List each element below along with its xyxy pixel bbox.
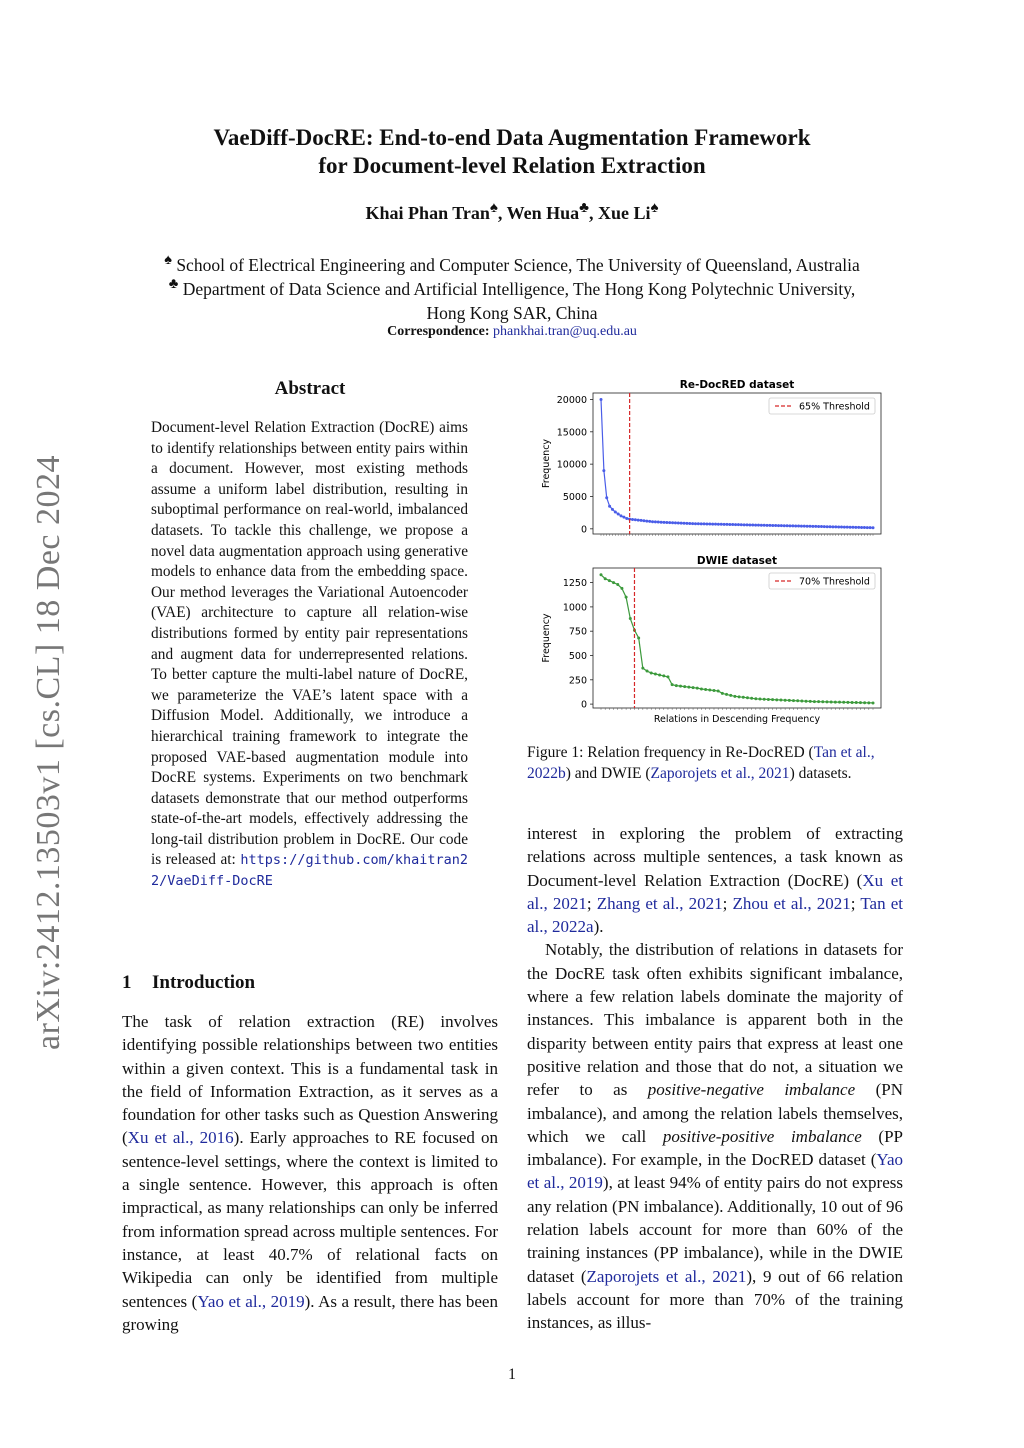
y-tick-label: 1000	[562, 602, 587, 614]
data-point	[811, 525, 814, 528]
data-point	[740, 523, 743, 526]
series-line	[601, 400, 873, 528]
data-point	[767, 698, 770, 701]
data-point	[631, 518, 634, 521]
data-point	[616, 583, 619, 586]
data-point	[605, 496, 608, 499]
data-point	[657, 521, 660, 524]
y-tick-label: 10000	[556, 459, 587, 471]
data-point	[860, 526, 863, 529]
caption-text: ) datasets.	[789, 765, 852, 782]
redocred-chart	[541, 379, 881, 536]
author-2: Wen Hua	[506, 203, 580, 223]
section-heading	[122, 972, 255, 994]
data-point	[650, 672, 653, 675]
data-point	[800, 700, 803, 703]
data-point	[766, 524, 769, 527]
separator: ;	[586, 893, 597, 913]
data-point	[668, 521, 671, 524]
intro-text: ). As a result, there has been growing	[122, 1291, 498, 1334]
data-point	[683, 522, 686, 525]
y-tick-label: 1250	[562, 578, 587, 590]
data-point	[872, 701, 875, 704]
data-point	[779, 699, 782, 702]
data-point	[834, 701, 837, 704]
body-text: ), at least 94% of entity pairs do not express any relation (PN imbalance). Additionally, 10 out of 96 relation labels account for more than 60% of the training instances (PP imbalance), while in the DWIE dataset (	[527, 1173, 903, 1286]
data-point	[854, 526, 857, 529]
data-point	[703, 522, 706, 525]
citation-link[interactable]: Tan et al., 2022a	[527, 893, 903, 937]
data-point	[725, 693, 728, 696]
data-point	[691, 522, 694, 525]
data-point	[708, 689, 711, 692]
club-mark-icon: ♣	[168, 276, 179, 292]
data-point	[760, 524, 763, 527]
data-point	[611, 508, 614, 511]
x-axis-label: Relations in Descending Frequency	[653, 714, 821, 725]
y-axis-label: Frequency	[541, 438, 552, 489]
data-point	[840, 526, 843, 529]
data-point	[863, 526, 866, 529]
data-point	[831, 525, 834, 528]
data-point	[704, 688, 707, 691]
citation-link[interactable]: Tan et al., 2022b	[527, 744, 875, 782]
data-point	[837, 525, 840, 528]
data-point	[846, 701, 849, 704]
data-point	[743, 523, 746, 526]
data-point	[697, 522, 700, 525]
author-separator: ,	[497, 203, 507, 223]
data-point	[849, 526, 852, 529]
right-column-text	[527, 822, 903, 1335]
data-point	[729, 694, 732, 697]
data-point	[809, 525, 812, 528]
data-point	[694, 522, 697, 525]
citation-link[interactable]: Yao et al., 2019	[527, 1150, 903, 1193]
intro-text: ). Early approaches to RE focused on sentence-level settings, where the context is limited to a single sentence. However, this approach is often impractical, as many relationships can only be inferred from information spread across multiple sentences. For instance, at least 40.7% of relational facts on Wikipedia can only be identified from multiple sentences (	[122, 1128, 498, 1311]
citation-link[interactable]: Zaporojets et al., 2021	[586, 1266, 747, 1286]
data-point	[814, 525, 817, 528]
data-point	[777, 524, 780, 527]
data-point	[746, 696, 749, 699]
data-point	[783, 524, 786, 527]
citation-link[interactable]: Yao et al., 2019	[197, 1291, 305, 1311]
term-emphasis: positive-negative imbalance	[647, 1080, 856, 1100]
data-point	[851, 701, 854, 704]
data-point	[640, 519, 643, 522]
figure-caption	[527, 742, 907, 784]
data-point	[617, 512, 620, 515]
dwie-chart	[541, 555, 881, 725]
citation-link[interactable]: Zaporojets et al., 2021	[650, 765, 790, 782]
data-point	[754, 524, 757, 527]
affiliation-2-line-1: Department of Data Science and Artificial Intelligence, The Hong Kong Polytechnic University,	[182, 278, 856, 299]
data-point	[742, 696, 745, 699]
data-point	[642, 519, 645, 522]
paper-title	[0, 124, 1024, 180]
data-point	[660, 521, 663, 524]
data-point	[796, 699, 799, 702]
arxiv-stamp: arXiv:2412.13503v1 [cs.CL] 18 Dec 2024	[30, 454, 67, 1050]
data-point	[794, 524, 797, 527]
data-point	[821, 700, 824, 703]
data-point	[859, 701, 862, 704]
data-point	[869, 526, 872, 529]
author-3: Xue Li	[597, 203, 651, 223]
separator: ;	[722, 893, 733, 913]
code-url-link[interactable]: https://github.com/khaitran22/VaeDiff-DocRE	[151, 852, 468, 890]
data-point	[646, 670, 649, 673]
data-point	[784, 699, 787, 702]
data-point	[771, 524, 774, 527]
data-point	[738, 695, 741, 698]
y-tick-label: 250	[568, 675, 587, 687]
data-point	[797, 525, 800, 528]
data-point	[792, 699, 795, 702]
data-point	[805, 700, 808, 703]
data-point	[680, 522, 683, 525]
correspondence-label: Correspondence:	[387, 324, 490, 339]
data-point	[608, 505, 611, 508]
data-point	[665, 521, 668, 524]
data-point	[817, 700, 820, 703]
data-point	[806, 525, 809, 528]
data-point	[786, 524, 789, 527]
data-point	[800, 525, 803, 528]
affiliation-2	[0, 272, 1024, 325]
data-point	[600, 398, 603, 401]
data-point	[600, 573, 603, 576]
citation-link[interactable]: Zhang et al., 2021	[596, 893, 723, 913]
data-point	[771, 698, 774, 701]
data-point	[711, 523, 714, 526]
spade-mark-icon: ♠	[650, 200, 659, 216]
citation-link[interactable]: Xu et al., 2016	[127, 1128, 234, 1148]
data-point	[625, 596, 628, 599]
data-point	[671, 521, 674, 524]
data-point	[750, 697, 753, 700]
intro-paragraph	[122, 1010, 498, 1336]
data-point	[641, 667, 644, 670]
data-point	[654, 520, 657, 523]
data-point	[728, 523, 731, 526]
data-point	[754, 697, 757, 700]
data-point	[775, 698, 778, 701]
data-point	[620, 514, 623, 517]
data-point	[717, 689, 720, 692]
data-point	[737, 523, 740, 526]
data-point	[705, 522, 708, 525]
citation-link[interactable]: Xu et al., 2021	[527, 870, 904, 913]
data-point	[658, 673, 661, 676]
data-point	[648, 520, 651, 523]
correspondence-email-link[interactable]: phankhai.tran@uq.edu.au	[493, 324, 637, 339]
data-point	[637, 519, 640, 522]
body-text: Notably, the distribution of relations in datasets for the DocRE task often exhibits significant imbalance, where a few relation labels dominate the majority of instances. This imbalance is apparent both in the disparity between entity pairs that express at least one positive relation and those that do not, a situation we refer to as	[527, 940, 903, 1100]
data-point	[813, 700, 816, 703]
data-point	[725, 523, 728, 526]
data-point	[675, 684, 678, 687]
data-point	[817, 525, 820, 528]
data-point	[612, 581, 615, 584]
page-number: 1	[508, 1366, 516, 1383]
affiliation-1-text: School of Electrical Engineering and Computer Science, The University of Queensland, Australia	[176, 254, 860, 275]
data-point	[651, 520, 654, 523]
data-point	[863, 701, 866, 704]
data-point	[604, 577, 607, 580]
data-point	[654, 672, 657, 675]
data-point	[620, 587, 623, 590]
separator: ;	[850, 893, 861, 913]
data-point	[679, 685, 682, 688]
data-point	[748, 523, 751, 526]
citation-link[interactable]: Zhou et al., 2021	[732, 893, 851, 913]
body-text: ), 9 out of 66 relation labels account for more than 70% of the training instances, as illus-	[527, 1266, 903, 1333]
data-point	[820, 525, 823, 528]
caption-text: ) and DWIE (	[565, 765, 651, 782]
data-point	[826, 525, 829, 528]
data-point	[687, 686, 690, 689]
data-point	[731, 523, 734, 526]
spade-mark-icon: ♠	[489, 200, 498, 216]
data-point	[717, 523, 720, 526]
data-point	[683, 685, 686, 688]
data-point	[746, 523, 749, 526]
y-tick-label: 500	[568, 651, 587, 662]
data-point	[734, 523, 737, 526]
y-tick-label: 750	[568, 626, 587, 638]
data-point	[721, 692, 724, 695]
legend-label: 70% Threshold	[799, 576, 870, 588]
data-point	[830, 700, 833, 703]
caption-text: Figure 1: Relation frequency in Re-DocRED (	[527, 744, 814, 761]
data-point	[857, 526, 860, 529]
data-point	[645, 520, 648, 523]
y-tick-label: 20000	[556, 394, 587, 406]
body-text: (PP imbalance). For example, in the DocRED dataset (	[527, 1126, 903, 1170]
author-list	[0, 200, 1024, 224]
term-emphasis: positive-positive imbalance	[662, 1126, 862, 1146]
spade-mark-icon: ♠	[164, 252, 172, 268]
data-point	[846, 526, 849, 529]
data-point	[662, 674, 665, 677]
abstract-body	[151, 418, 468, 892]
data-point	[714, 523, 717, 526]
data-point	[843, 526, 846, 529]
data-point	[768, 524, 771, 527]
author-1: Khai Phan Tran	[365, 203, 490, 223]
y-tick-label: 5000	[562, 491, 587, 503]
data-point	[696, 687, 699, 690]
y-axis-label: Frequency	[541, 613, 552, 663]
data-point	[757, 524, 760, 527]
data-point	[634, 518, 637, 521]
data-point	[872, 526, 875, 529]
data-point	[780, 524, 783, 527]
data-point	[720, 523, 723, 526]
data-point	[637, 637, 640, 640]
data-point	[759, 698, 762, 701]
data-point	[803, 525, 806, 528]
section-number: 1	[122, 972, 132, 993]
author-separator: ,	[588, 203, 598, 223]
data-point	[671, 683, 674, 686]
data-point	[825, 700, 828, 703]
data-point	[674, 521, 677, 524]
data-point	[791, 524, 794, 527]
data-point	[692, 686, 695, 689]
data-point	[851, 526, 854, 529]
y-tick-label: 0	[580, 699, 587, 711]
title-line-2: for Document-level Relation Extraction	[318, 153, 706, 178]
data-point	[829, 525, 832, 528]
title-line-1: VaeDiff-DocRE: End-to-end Data Augmentation Framework	[213, 125, 811, 150]
affiliation-2-line-2: Hong Kong SAR, China	[426, 302, 598, 323]
data-point	[866, 526, 869, 529]
abstract-text: Document-level Relation Extraction (DocRE) aims to identify relationships between entity pairs within a document. However, most existing methods assume a uniform label distribution, resulting in suboptimal performance on real-world, imbalanced datasets. To tackle this challenge, we propose a novel data augmentation approach using generative models to enhance data from the embedding space. Our method leverages the Variational Autoencoder (VAE) architecture to capture all relation-wise distributions formed by entity pair representations and augment data for underrepresented relations. To better capture the multi-label nature of DocRE, we parameterize the VAE’s latent space with a Diffusion Model. Additionally, we introduce a hierarchical training framework to integrate the proposed VAE-based augmentation module into DocRE systems. Experiments on two benchmark datasets demonstrate that our method outperforms state-of-the-art models, effectively addressing the long-tail distribution problem in DocRE. Our code is released at:	[151, 419, 468, 869]
chart-title: Re-DocRED dataset	[679, 379, 795, 391]
data-point	[788, 524, 791, 527]
body-text: ).	[593, 917, 604, 937]
data-point	[712, 689, 715, 692]
figure-1	[527, 376, 907, 726]
body-text: interest in exploring the problem of extracting relations across multiple sentences, a task known as Document-level Relation Extraction (DocRE) (	[527, 824, 903, 890]
data-point	[809, 700, 812, 703]
data-point	[774, 524, 777, 527]
data-point	[666, 675, 669, 678]
legend-label: 65% Threshold	[799, 401, 870, 413]
data-point	[688, 522, 691, 525]
data-point	[763, 524, 766, 527]
abstract-heading: Abstract	[274, 378, 346, 399]
data-point	[723, 523, 726, 526]
club-mark-icon: ♣	[579, 200, 589, 216]
data-point	[834, 525, 837, 528]
data-point	[662, 521, 665, 524]
data-point	[751, 524, 754, 527]
y-tick-label: 15000	[556, 427, 587, 439]
data-point	[622, 516, 625, 519]
correspondence	[0, 324, 1024, 340]
data-point	[700, 522, 703, 525]
intro-text: The task of relation extraction (RE) involves identifying possible relationships between two entities within a given context. This is a fundamental task in the field of Information Extraction, as it serves as a foundation for other tasks such as Question Answering (	[122, 1012, 498, 1148]
data-point	[733, 695, 736, 698]
data-point	[629, 617, 632, 620]
data-point	[625, 517, 628, 520]
data-point	[763, 698, 766, 701]
data-point	[867, 701, 870, 704]
chart-title: DWIE dataset	[696, 555, 778, 567]
data-point	[608, 579, 611, 582]
data-point	[855, 701, 858, 704]
data-point	[823, 525, 826, 528]
y-tick-label: 0	[580, 524, 587, 536]
data-point	[614, 511, 617, 514]
series-line	[601, 575, 873, 703]
data-point	[842, 701, 845, 704]
data-point	[685, 522, 688, 525]
data-point	[838, 701, 841, 704]
data-point	[677, 522, 680, 525]
data-point	[708, 523, 711, 526]
section-title: Introduction	[152, 972, 256, 993]
data-point	[602, 469, 605, 472]
data-point	[700, 688, 703, 691]
body-text: (PN imbalance), and among the relation labels themselves, which we call	[527, 1080, 903, 1146]
data-point	[788, 699, 791, 702]
